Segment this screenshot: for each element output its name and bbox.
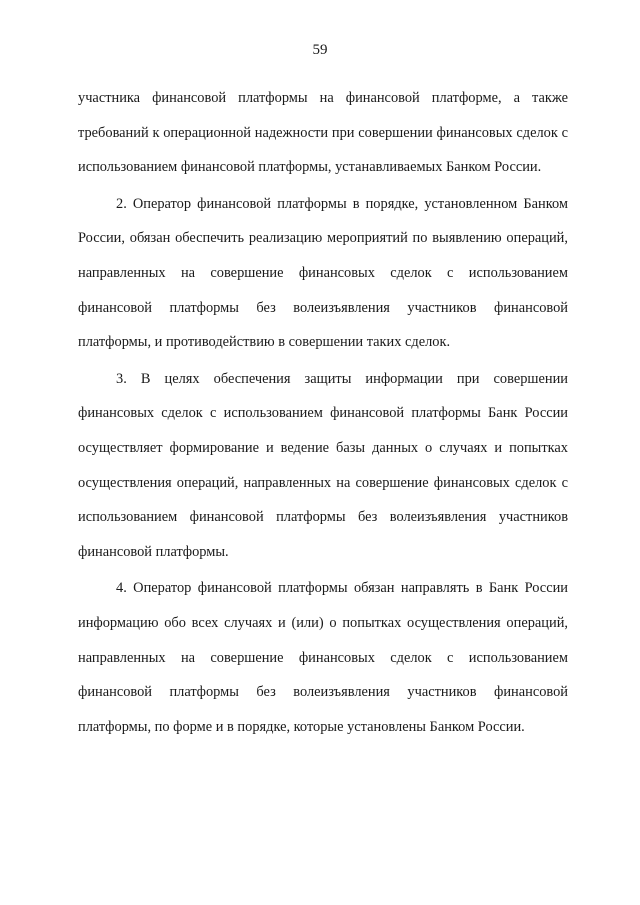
- page-number: 59: [312, 42, 328, 58]
- paragraph-continuation: участника финансовой платформы на финансовой платформе, а также требований к операционной надежности при совершении финансовых сделок с использованием финансовой платформы, устанавливаемых Банком России.: [78, 90, 568, 176]
- paragraph-2: 2. Оператор финансовой платформы в порядке, установленном Банком России, обязан обеспечить реализацию мероприятий по выявлению операций, направленных на совершение финансовых сделок с использованием финансовой платформы без волеизъявления участников финансовой платформы, и противодействию в совершении таких сделок.: [78, 195, 568, 351]
- document-body: [78, 81, 568, 744]
- paragraph-4: 4. Оператор финансовой платформы обязан направлять в Банк России информацию обо всех случаях и (или) о попытках осуществления операций, направленных на совершение финансовых сделок с использованием финансовой платформы без волеизъявления участников финансовой платформы, по форме и в порядке, которые установлены Банком России.: [78, 580, 568, 735]
- paragraph-3: 3. В целях обеспечения защиты информации при совершении финансовых сделок с использованием финансовой платформы Банк России осуществляет формирование и ведение базы данных о случаях и попытках осуществления операций, направленных на совершение финансовых сделок с использованием финансовой платформы без волеизъявления участников финансовой платформы.: [78, 370, 568, 560]
